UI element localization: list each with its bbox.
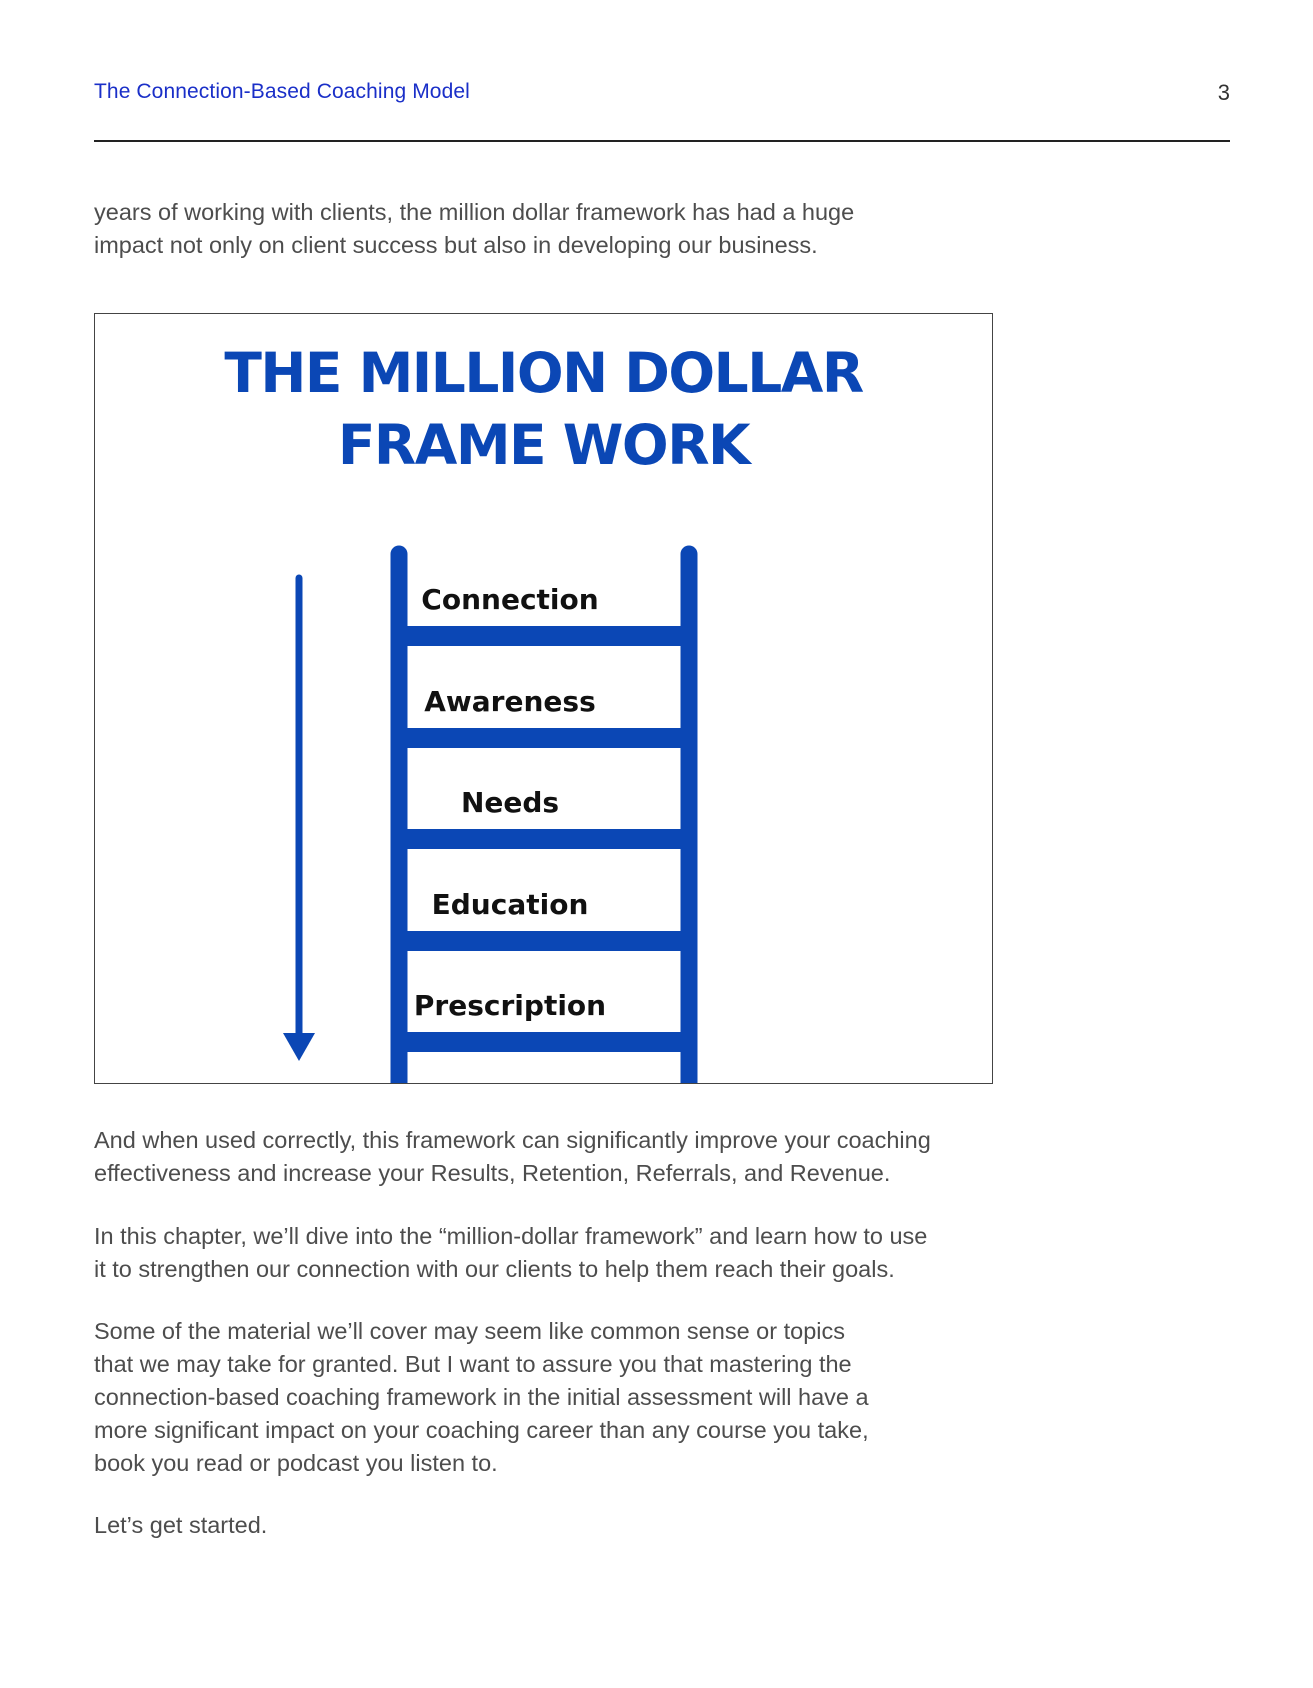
text-line: effectiveness and increase your Results, Retention, Referrals, and Revenue.	[94, 1160, 891, 1186]
body-paragraph	[94, 1220, 1014, 1286]
framework-figure	[94, 313, 993, 1084]
figure-title-line: FRAME WORK	[337, 413, 750, 477]
ladder-rung	[399, 728, 689, 748]
text-line: that we may take for granted. But I want to assure you that mastering the	[94, 1351, 852, 1377]
figure-title-line: THE MILLION DOLLAR	[224, 341, 863, 405]
ladder-rung	[399, 626, 689, 646]
text-line: Let’s get started.	[94, 1512, 268, 1538]
rung-label-education: Education	[431, 888, 589, 921]
body-paragraph	[94, 1315, 1014, 1480]
body-paragraph	[94, 1509, 1014, 1542]
rung-label-awareness: Awareness	[424, 685, 596, 718]
text-line: it to strengthen our connection with our clients to help them reach their goals.	[94, 1256, 895, 1282]
body-paragraph	[94, 1124, 1014, 1190]
ladder-rung	[399, 829, 689, 849]
rung-label-connection: Connection	[421, 583, 599, 616]
running-title: The Connection-Based Coaching Model	[94, 80, 470, 103]
text-line: In this chapter, we’ll dive into the “million-dollar framework” and learn how to use	[94, 1223, 928, 1249]
text-line: Some of the material we’ll cover may seem like common sense or topics	[94, 1318, 845, 1344]
header-divider	[94, 140, 1230, 142]
intro-paragraph	[94, 196, 1014, 262]
ladder-rung	[399, 1032, 689, 1052]
text-line: And when used correctly, this framework can significantly improve your coaching	[94, 1127, 931, 1153]
ladder-rung	[399, 931, 689, 951]
rung-label-prescription: Prescription	[413, 989, 607, 1022]
down-arrow-icon	[283, 1033, 315, 1061]
text-line: impact not only on client success but also in developing our business.	[94, 232, 818, 258]
text-line: book you read or podcast you listen to.	[94, 1450, 498, 1476]
page-number: 3	[1217, 80, 1230, 105]
text-line: connection-based coaching framework in the initial assessment will have a	[94, 1384, 869, 1410]
page-header	[94, 80, 1230, 110]
rung-label-needs: Needs	[460, 786, 560, 819]
text-line: more significant impact on your coaching career than any course you take,	[94, 1417, 869, 1443]
text-line: years of working with clients, the million dollar framework has had a huge	[94, 199, 855, 225]
